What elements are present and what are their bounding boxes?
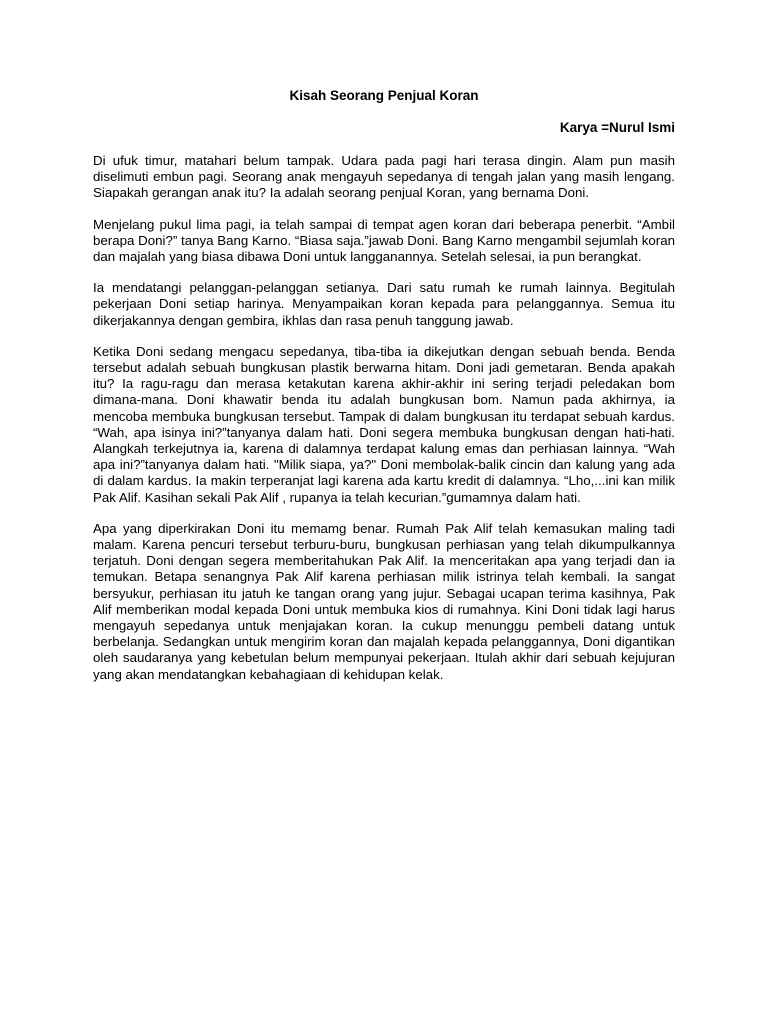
document-title: Kisah Seorang Penjual Koran <box>289 88 479 103</box>
paragraph-2: Menjelang pukul lima pagi, ia telah sampai di tempat agen koran dari beberapa penerbit. “Ambil berapa Doni?” tanya Bang Karno. “Biasa saja.”jawab Doni. Bang Karno mengambil sejumlah koran dan majalah yang biasa dibawa Doni untuk langganannya. Setelah selesai, ia pun berangkat. <box>93 216 675 265</box>
paragraph-5: Apa yang diperkirakan Doni itu memamg benar. Rumah Pak Alif telah kemasukan maling tadi malam. Karena pencuri tersebut terburu-buru, bungkusan perhiasan yang telah dikumpulkannya terjatuh. Doni dengan segera memberitahukan Pak Alif. Ia menceritakan apa yang terjadi dan ia temukan. Betapa senangnya Pak Alif karena perhiasan milik istrinya telah kembali. Ia sangat bersyukur, perhiasan itu jatuh ke tangan orang yang jujur. Sebagai ucapan terima kasihnya, Pak Alif memberikan modal kepada Doni untuk membuka kios di rumahnya. Kini Doni tidak lagi harus mengayuh sepedanya untuk menjajakan koran. Ia cukup menunggu pembeli datang untuk berbelanja. Sedangkan untuk mengirim koran dan majalah kepada pelanggannya, Doni digantikan oleh saudaranya yang kebetulan belum mempunyai pekerjaan. Itulah akhir dari sebuah kejujuran yang akan mendatangkan kebahagiaan di kehidupan kelak. <box>93 520 675 682</box>
document-body <box>93 153 675 698</box>
paragraph-3: Ia mendatangi pelanggan-pelanggan setianya. Dari satu rumah ke rumah lainnya. Begitulah pekerjaan Doni setiap harinya. Menyampaikan koran kepada para pelanggannya. Semua itu dikerjakannya dengan gembira, ikhlas dan rasa penuh tanggung jawab. <box>93 280 675 328</box>
paragraph-1: Di ufuk timur, matahari belum tampak. Udara pada pagi hari terasa dingin. Alam pun masih diselimuti embun pagi. Seorang anak mengayuh sepedanya di tengah jalan yang masih lengang. Siapakah gerangan anak itu? Ia adalah seorang penjual Koran, yang bernama Doni. <box>93 153 675 201</box>
paragraph-4: Ketika Doni sedang mengacu sepedanya, tiba-tiba ia dikejutkan dengan sebuah benda. Benda tersebut adalah sebuah bungkusan plastik berwarna hitam. Doni jadi gemetaran. Benda apakah itu? Ia ragu-ragu dan merasa ketakutan karena akhir-akhir ini sering terjadi peledakan bom dimana-mana. Doni khawatir benda itu adalah bungkusan bom. Namun pada akhirnya, ia mencoba membuka bungkusan tersebut. Tampak di dalam bungkusan itu terdapat sebuah kardus. “Wah, apa isinya ini?”tanyanya dalam hati. Doni segera membuka bungkusan dengan hati-hati. Alangkah terkejutnya ia, karena di dalamnya terdapat kalung emas dan perhiasan lainnya. “Wah apa ini?”tanyanya dalam hati. "Milik siapa, ya?" Doni membolak-balik cincin dan kalung yang ada di dalam kardus. Ia makin terperanjat lagi karena ada kartu kredit di dalamnya. “Lho,...ini kan milik Pak Alif. Kasihan sekali Pak Alif , rupanya ia telah kecurian.”gumamnya dalam hati. <box>93 343 675 505</box>
document-author: Karya =Nurul Ismi <box>559 120 675 135</box>
